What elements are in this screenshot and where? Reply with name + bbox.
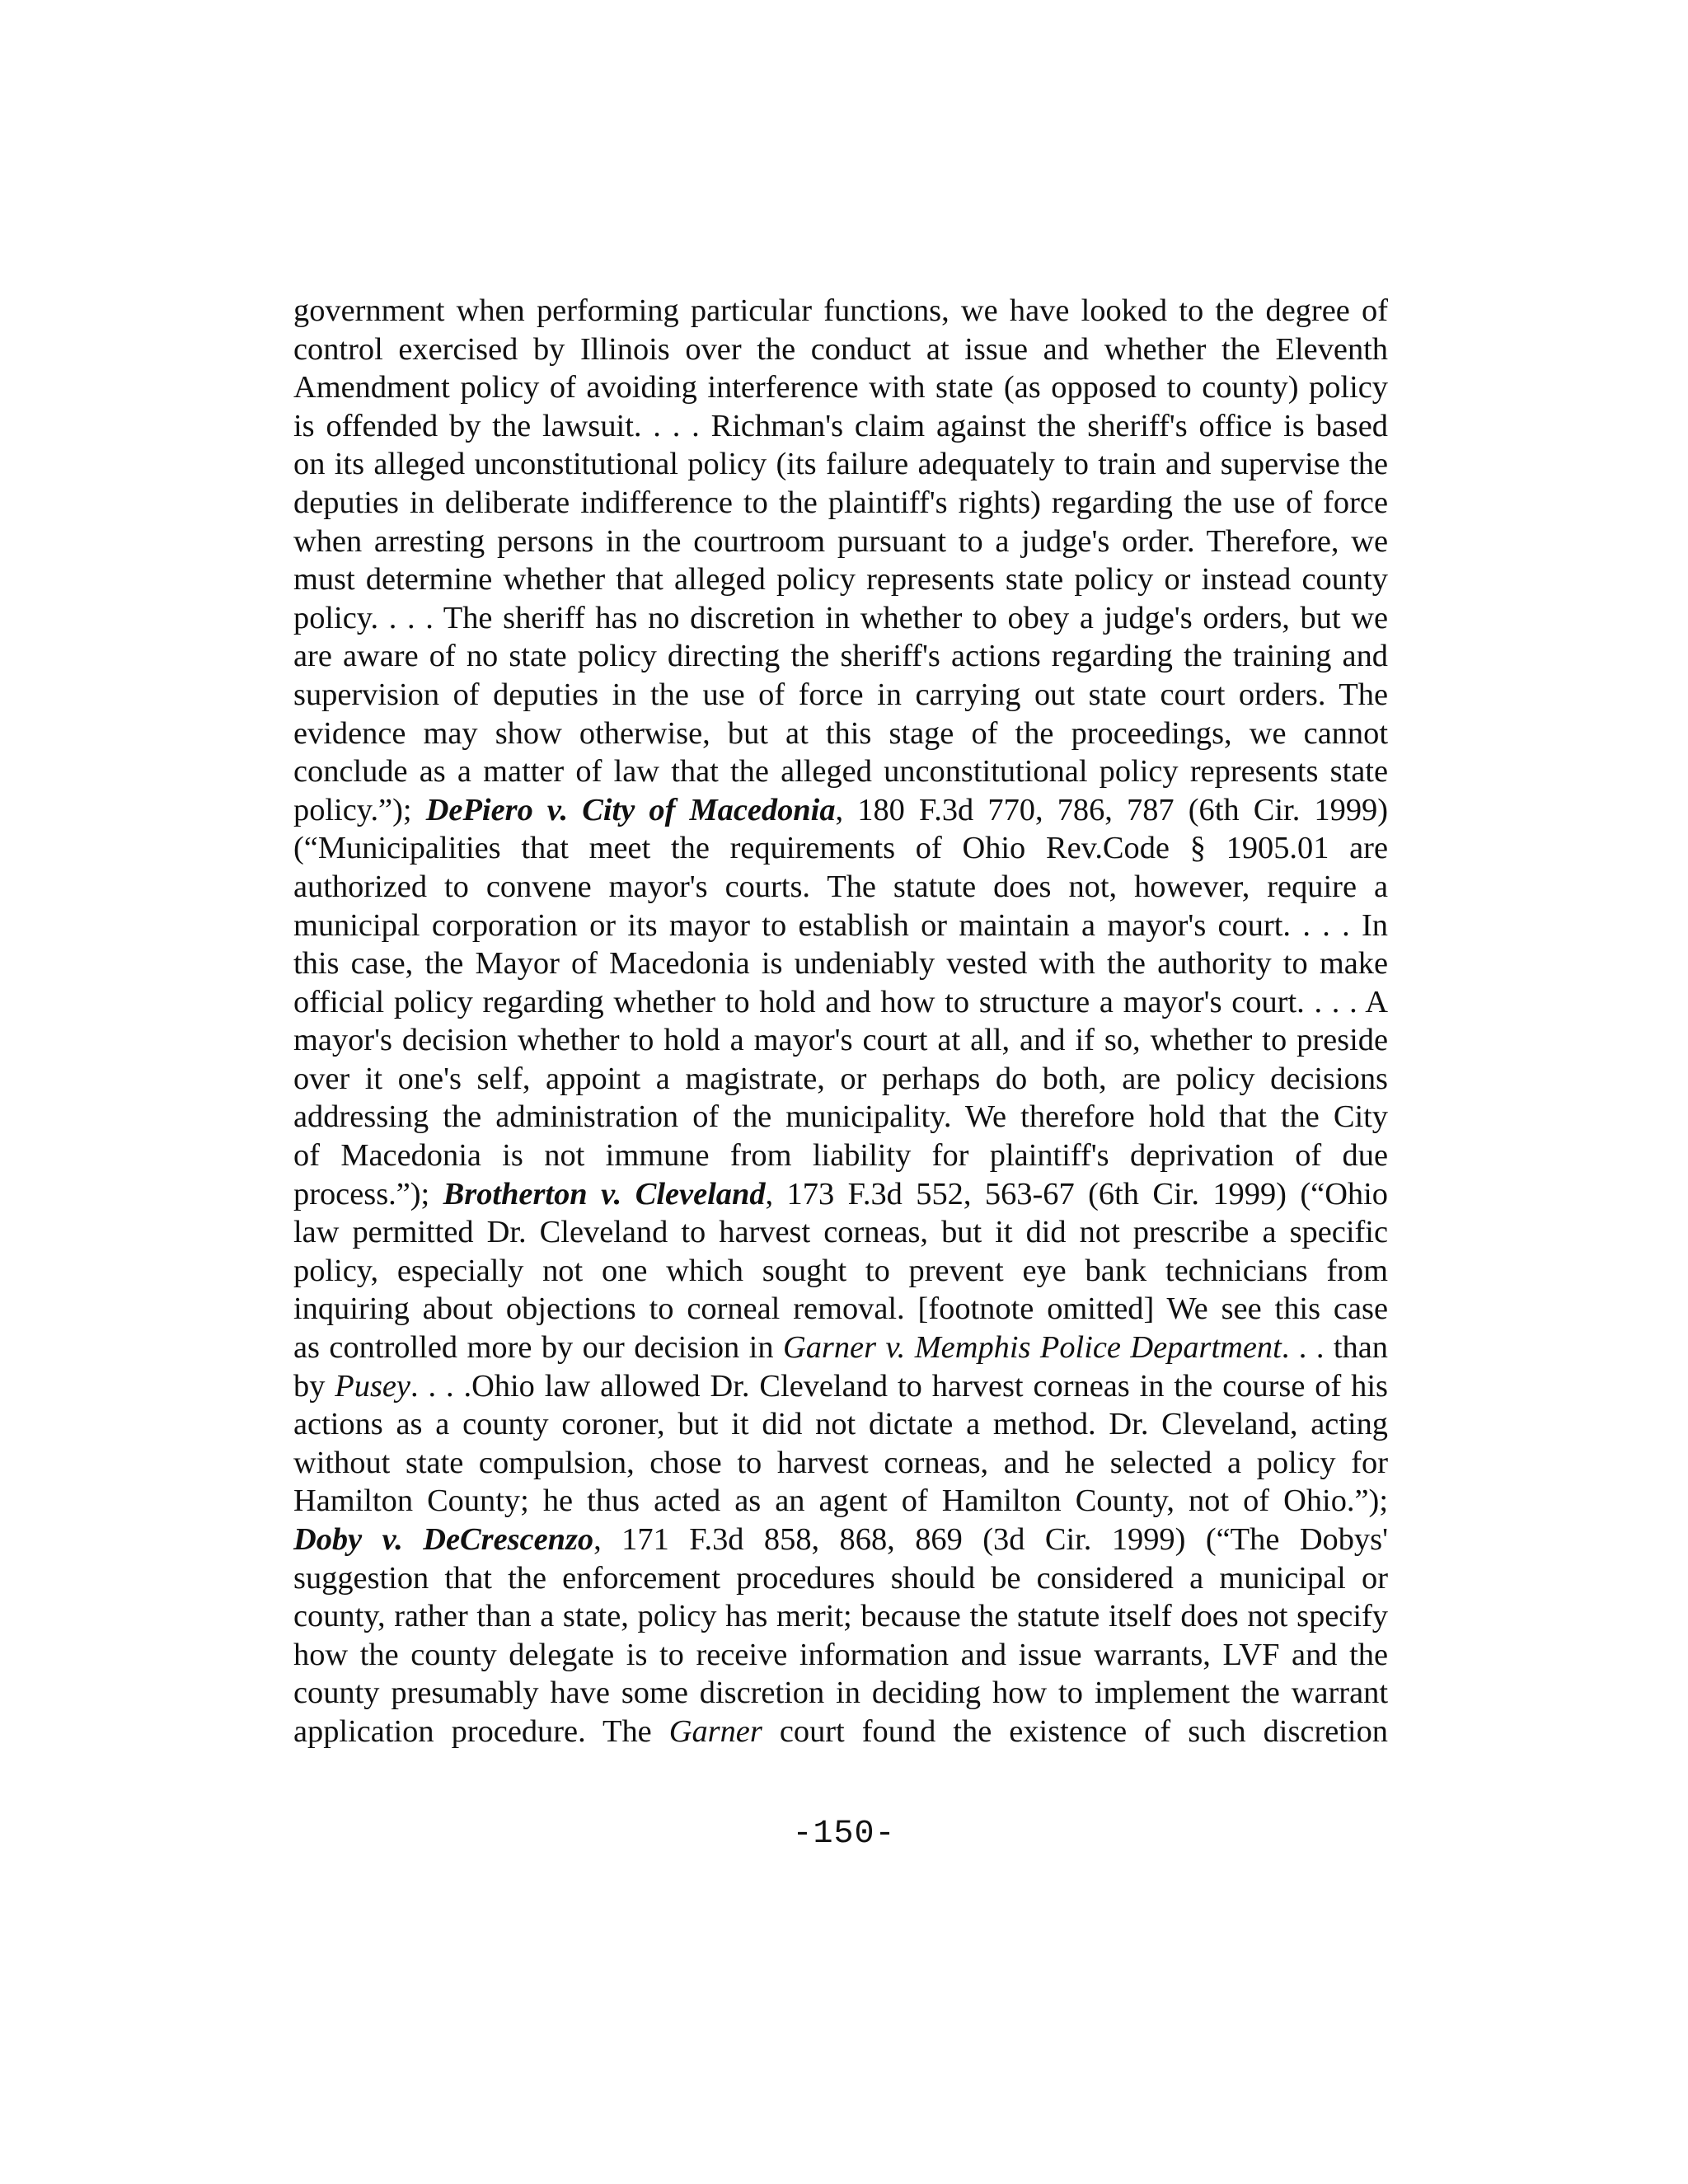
case-citation-name: DePiero v. City of Macedonia — [425, 792, 836, 827]
text-segment: mayor's decision whether to hold a mayor's court at all, and if so, whether to preside — [293, 1023, 1388, 1058]
text-segment: when arresting persons in the courtroom pursuant to a judge's order. Therefore, we — [293, 523, 1388, 559]
text-line — [293, 560, 1388, 599]
text-line — [293, 330, 1388, 369]
text-segment: , 173 F.3d 552, 563-67 (6th Cir. 1999) (“Ohio — [765, 1176, 1388, 1212]
text-segment: control exercised by Illinois over the conduct at issue and whether the Eleventh — [293, 331, 1388, 367]
text-line — [293, 1021, 1388, 1060]
text-line — [293, 868, 1388, 907]
text-line — [293, 599, 1388, 638]
text-segment: how the county delegate is to receive information and issue warrants, LVF and the — [293, 1637, 1388, 1672]
text-segment: addressing the administration of the municipality. We therefore hold that the City — [293, 1099, 1388, 1135]
text-line — [293, 523, 1388, 561]
text-segment: of Macedonia is not immune from liability for plaintiff's deprivation of due — [293, 1138, 1388, 1174]
text-line — [293, 1405, 1388, 1444]
text-segment: is offended by the lawsuit. . . . Richman's claim against the sheriff's office is based — [293, 408, 1388, 443]
text-segment: Amendment policy of avoiding interference with state (as opposed to county) policy — [293, 370, 1388, 405]
text-segment: process.”); — [293, 1176, 443, 1212]
text-segment: , 171 F.3d 858, 868, 869 (3d Cir. 1999) (“The Dobys' — [593, 1522, 1388, 1557]
text-segment: . . . than — [1281, 1330, 1388, 1366]
text-line — [293, 676, 1388, 715]
text-segment: municipal corporation or its mayor to establish or maintain a mayor's court. . . . In — [293, 907, 1388, 943]
text-line — [293, 1329, 1388, 1367]
text-segment: actions as a county coroner, but it did not dictate a method. Dr. Cleveland, acting — [293, 1407, 1388, 1442]
text-segment: . . . .Ohio law allowed Dr. Cleveland to harvest corneas in the course of his — [410, 1368, 1388, 1404]
text-line — [293, 791, 1388, 830]
text-segment: this case, the Mayor of Macedonia is undeniably vested with the authority to make — [293, 946, 1388, 982]
text-line — [293, 1674, 1388, 1713]
text-line — [293, 1482, 1388, 1521]
italic-text: Garner v. Memphis Police Department — [782, 1330, 1282, 1366]
text-line — [293, 1098, 1388, 1137]
text-line — [293, 1559, 1388, 1598]
text-line — [293, 829, 1388, 868]
text-segment: law permitted Dr. Cleveland to harvest corneas, but it did not prescribe a specific — [293, 1215, 1388, 1250]
text-segment: evidence may show otherwise, but at this stage of the proceedings, we cannot — [293, 715, 1388, 751]
text-line — [293, 1060, 1388, 1099]
text-line — [293, 292, 1388, 330]
case-citation-name: Doby v. DeCrescenzo — [293, 1522, 594, 1557]
text-line — [293, 1290, 1388, 1329]
text-line — [293, 1252, 1388, 1291]
text-line — [293, 983, 1388, 1022]
text-segment: county, rather than a state, policy has merit; because the statute itself does not specify — [293, 1599, 1388, 1634]
text-segment: authorized to convene mayor's courts. The statute does not, however, require a — [293, 869, 1388, 904]
text-line — [293, 1367, 1388, 1406]
text-segment: must determine whether that alleged policy represents state policy or instead county — [293, 562, 1388, 598]
text-line — [293, 907, 1388, 945]
text-line — [293, 407, 1388, 446]
text-segment: Hamilton County; he thus acted as an agent of Hamilton County, not of Ohio.”); — [293, 1483, 1388, 1519]
text-line — [293, 1636, 1388, 1675]
page-number: -150- — [792, 1816, 896, 1853]
text-segment: inquiring about objections to corneal removal. [footnote omitted] We see this case — [293, 1291, 1388, 1327]
text-line — [293, 368, 1388, 407]
text-line — [293, 445, 1388, 484]
body-paragraph — [293, 292, 1388, 1751]
text-line — [293, 1597, 1388, 1636]
case-citation-name: Brotherton v. Cleveland — [443, 1176, 766, 1212]
text-line — [293, 1444, 1388, 1483]
text-segment: county presumably have some discretion in deciding how to implement the warrant — [293, 1675, 1388, 1711]
text-segment: are aware of no state policy directing the sheriff's actions regarding the training and — [293, 639, 1388, 674]
text-line — [293, 752, 1388, 791]
text-line — [293, 1521, 1388, 1559]
text-line — [293, 715, 1388, 753]
text-segment: (“Municipalities that meet the requirements of Ohio Rev.Code § 1905.01 are — [293, 831, 1388, 866]
text-segment: conclude as a matter of law that the alleged unconstitutional policy represents state — [293, 754, 1388, 790]
text-segment: policy, especially not one which sought to prevent eye bank technicians from — [293, 1253, 1388, 1288]
text-segment: suggestion that the enforcement procedures should be considered a municipal or — [293, 1560, 1388, 1596]
text-line — [293, 637, 1388, 676]
text-segment: official policy regarding whether to hold and how to structure a mayor's court. . . . A — [293, 984, 1388, 1019]
italic-text: Pusey — [335, 1368, 410, 1404]
text-segment: supervision of deputies in the use of force in carrying out state court orders. The — [293, 677, 1388, 712]
text-segment: , 180 F.3d 770, 786, 787 (6th Cir. 1999) — [835, 792, 1388, 827]
text-segment: court found the existence of such discretion — [762, 1713, 1388, 1749]
text-line — [293, 1137, 1388, 1175]
text-segment: by — [293, 1368, 335, 1404]
text-segment: policy. . . . The sheriff has no discretion in whether to obey a judge's orders, but we — [293, 600, 1388, 635]
text-line — [293, 1213, 1388, 1252]
text-segment: as controlled more by our decision in — [293, 1330, 783, 1366]
text-segment: without state compulsion, chose to harvest corneas, and he selected a policy for — [293, 1445, 1388, 1480]
text-segment: on its alleged unconstitutional policy (its failure adequately to train and supervise the — [293, 447, 1388, 482]
text-segment: over it one's self, appoint a magistrate, or perhaps do both, are policy decisions — [293, 1061, 1388, 1096]
text-segment: policy.”); — [293, 792, 426, 827]
text-segment: deputies in deliberate indifference to the plaintiff's rights) regarding the use of force — [293, 485, 1388, 520]
text-line — [293, 944, 1388, 983]
text-line — [293, 1175, 1388, 1214]
text-segment: government when performing particular functions, we have looked to the degree of — [293, 293, 1388, 328]
text-segment: application procedure. The — [293, 1713, 669, 1749]
text-line — [293, 484, 1388, 523]
italic-text: Garner — [668, 1713, 762, 1749]
text-line — [293, 1713, 1388, 1751]
